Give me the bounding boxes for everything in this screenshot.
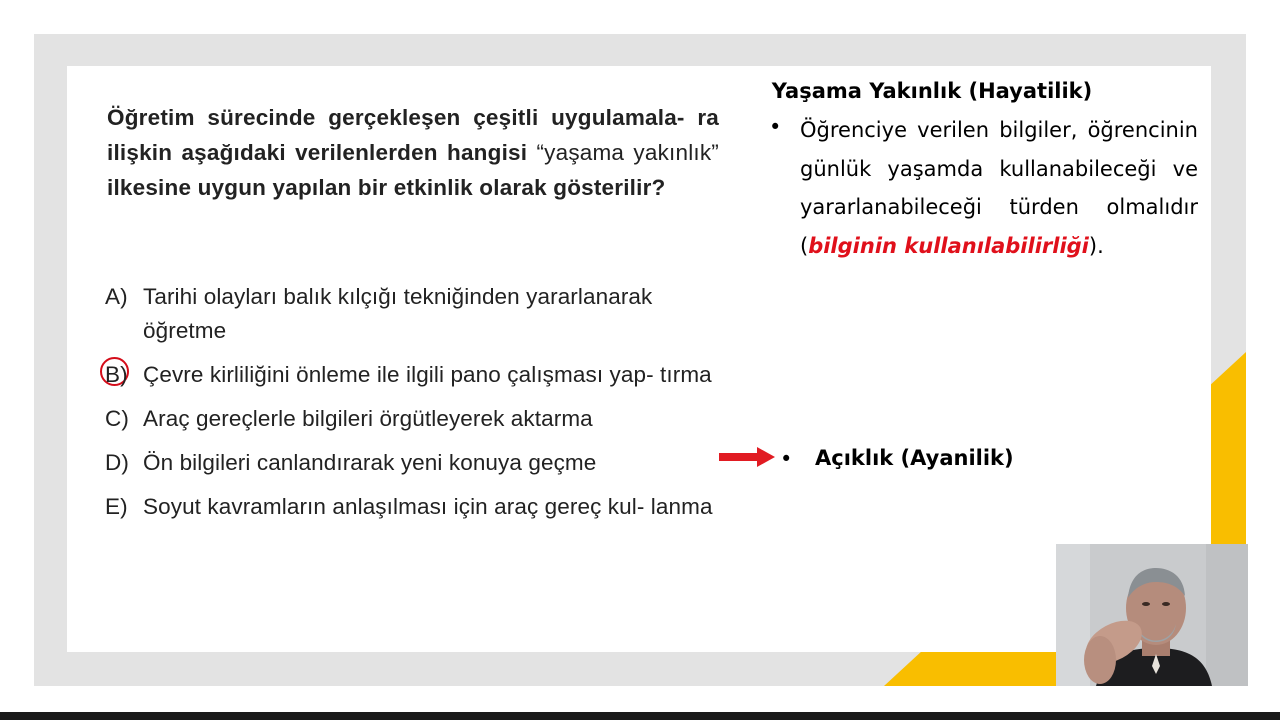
option-text: Çevre kirliliğini önleme ile ilgili pano çalışması yap- tırma bbox=[143, 362, 712, 387]
option-e bbox=[105, 490, 719, 524]
option-text: Ön bilgileri canlandırarak yeni konuya geçme bbox=[143, 450, 597, 475]
option-text: Araç gereçlerle bilgileri örgütleyerek aktarma bbox=[143, 406, 593, 431]
option-a bbox=[105, 280, 719, 348]
option-letter: A) bbox=[105, 284, 128, 309]
bullet-icon: • bbox=[780, 447, 793, 471]
principle-text-before: Öğrenciye verilen bilgiler, öğrencinin günlük yaşamda kullanabileceği ve yararlanabileceği türden olmalıdır ( bbox=[800, 118, 1198, 258]
principle-text-after: ). bbox=[1088, 233, 1104, 258]
next-principle-heading: Açıklık (Ayanilik) bbox=[815, 446, 1014, 470]
option-text: Soyut kavramların anlaşılması için araç gereç kul- lanma bbox=[143, 494, 713, 519]
principle-highlight: bilginin kullanılabilirliği bbox=[808, 233, 1089, 258]
option-d bbox=[105, 446, 719, 480]
option-letter: C) bbox=[105, 406, 129, 431]
question-stem-part1: Öğretim sürecinde gerçekleşen çeşitli uygulamala- ra ilişkin aşağıdaki verilenlerden hangisi bbox=[107, 105, 719, 165]
principle-heading: Yaşama Yakınlık (Hayatilik) bbox=[771, 79, 1093, 103]
option-letter: D) bbox=[105, 450, 129, 475]
question-stem-part2: ilkesine uygun yapılan bir etkinlik olarak gösterilir? bbox=[107, 175, 666, 200]
bottom-bar bbox=[0, 712, 1280, 720]
question-stem bbox=[107, 100, 719, 205]
option-letter: E) bbox=[105, 494, 128, 519]
answer-options bbox=[105, 280, 719, 534]
option-c bbox=[105, 402, 719, 436]
webcam-overlay bbox=[1056, 544, 1248, 686]
presenter-video bbox=[1056, 544, 1248, 686]
option-text: Tarihi olayları balık kılçığı tekniğinden yararlanarak öğretme bbox=[143, 284, 653, 343]
question-stem-quote: “yaşama yakınlık” bbox=[536, 140, 719, 165]
right-arrow-icon bbox=[719, 446, 777, 468]
bullet-icon: • bbox=[769, 115, 782, 139]
option-b bbox=[105, 358, 719, 392]
option-letter: B) bbox=[105, 362, 128, 387]
principle-description bbox=[800, 111, 1198, 265]
